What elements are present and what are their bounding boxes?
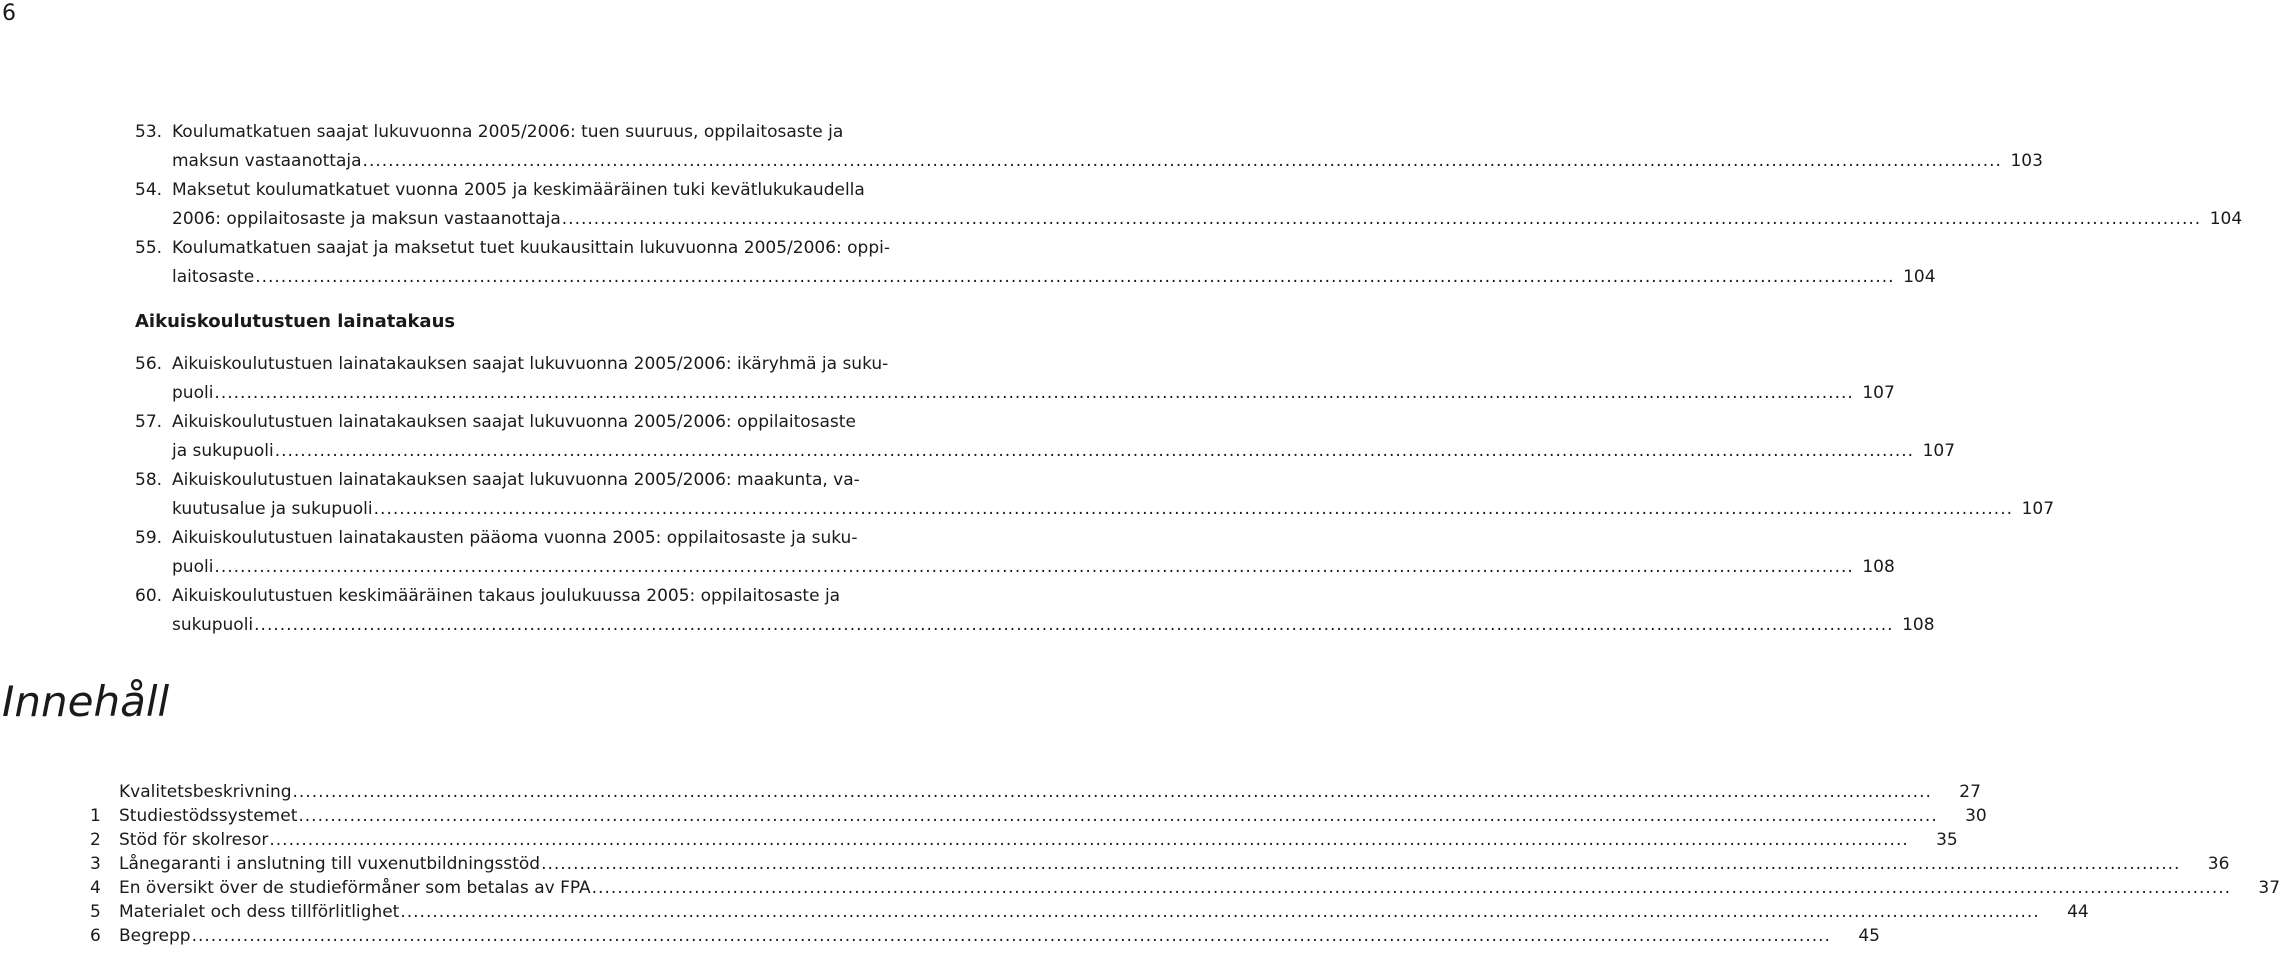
entry-number: 55. bbox=[135, 238, 163, 258]
entry-text: Aikuiskoulutustuen lainatakausten pääoma vuonna 2005: oppilaitosaste ja suku- bbox=[172, 528, 858, 548]
toc-entry bbox=[135, 466, 2055, 524]
entry-text: kuutusalue ja sukupuoli bbox=[172, 499, 373, 519]
entry-body bbox=[119, 804, 1987, 828]
entry-page-number: 104 bbox=[1903, 267, 1936, 287]
entry-number: 57. bbox=[135, 412, 163, 432]
toc-entry bbox=[90, 828, 1958, 852]
entry-text: Lånegaranti i anslutning till vuxenutbildningsstöd bbox=[119, 854, 541, 874]
dot-leader bbox=[592, 876, 2231, 900]
dot-leader bbox=[400, 900, 2039, 924]
entry-body bbox=[172, 408, 1955, 466]
table-list-group-a bbox=[135, 118, 2243, 292]
entry-text: Koulumatkatuen saajat ja maksetut tuet kuukausittain lukuvuonna 2005/2006: oppi- bbox=[172, 238, 890, 258]
entry-number: 58. bbox=[135, 470, 163, 490]
entry-number bbox=[90, 780, 119, 804]
entry-line bbox=[119, 780, 1981, 804]
entry-page-number: 44 bbox=[2067, 902, 2089, 922]
entry-text: 2006: oppilaitosaste ja maksun vastaanottaja bbox=[172, 209, 561, 229]
entry-number: 60. bbox=[135, 586, 163, 606]
entry-body bbox=[172, 466, 2054, 524]
entry-body bbox=[119, 780, 1981, 804]
entry-page-number: 107 bbox=[1862, 383, 1895, 403]
entry-page-number: 27 bbox=[1959, 782, 1981, 802]
entry-body bbox=[172, 350, 1895, 408]
entry-page-number: 36 bbox=[2207, 854, 2230, 874]
toc-entry bbox=[90, 876, 2280, 900]
entry-page-number: 103 bbox=[2010, 151, 2043, 171]
toc-entry bbox=[90, 780, 1981, 804]
entry-line bbox=[172, 495, 2054, 524]
entry-number: 2 bbox=[90, 830, 101, 850]
entry-body bbox=[172, 234, 1936, 292]
entry-line bbox=[119, 900, 2089, 924]
entry-body bbox=[119, 876, 2280, 900]
toc-entry bbox=[135, 176, 2243, 234]
entry-line bbox=[172, 205, 2242, 234]
entry-text: Studiestödssystemet bbox=[119, 806, 298, 826]
toc-entry bbox=[135, 118, 2043, 176]
entry-text: laitosaste bbox=[172, 267, 255, 287]
entry-line bbox=[172, 611, 1935, 640]
entry-text: En översikt över de studieförmåner som betalas av FPA bbox=[119, 878, 591, 898]
dot-leader bbox=[298, 804, 1937, 828]
entry-line bbox=[172, 379, 1895, 408]
dot-leader bbox=[374, 495, 2013, 524]
section-heading: Aikuiskoulutustuen lainatakaus bbox=[135, 311, 456, 332]
entry-page-number: 45 bbox=[1858, 926, 1880, 946]
entry-text: puoli bbox=[172, 383, 214, 403]
entry-line bbox=[119, 828, 1958, 852]
innehall-title: Innehåll bbox=[2, 677, 170, 726]
entry-body bbox=[119, 900, 2089, 924]
entry-line bbox=[172, 350, 1895, 379]
entry-text: Aikuiskoulutustuen lainatakauksen saajat lukuvuonna 2005/2006: maakunta, va- bbox=[172, 470, 860, 490]
entry-line bbox=[172, 524, 1895, 553]
entry-number: 6 bbox=[90, 926, 101, 946]
entry-text: Aikuiskoulutustuen keskimääräinen takaus joulukuussa 2005: oppilaitosaste ja bbox=[172, 586, 841, 606]
entry-page-number: 107 bbox=[2021, 499, 2055, 519]
entry-body bbox=[172, 582, 1935, 640]
entry-body bbox=[172, 524, 1895, 582]
entry-line bbox=[119, 876, 2280, 900]
entry-text: puoli bbox=[172, 557, 214, 577]
toc-entry bbox=[90, 852, 2230, 876]
dot-leader bbox=[275, 437, 1914, 466]
entry-line bbox=[119, 924, 1880, 948]
entry-line bbox=[119, 804, 1987, 828]
toc-entry bbox=[135, 234, 1936, 292]
entry-text: Stöd för skolresor bbox=[119, 830, 269, 850]
finnish-table-list bbox=[135, 118, 2243, 640]
toc-entry bbox=[135, 524, 1895, 582]
entry-text: Aikuiskoulutustuen lainatakauksen saajat lukuvuonna 2005/2006: ikäryhmä ja suku- bbox=[172, 354, 889, 374]
entry-text: ja sukupuoli bbox=[172, 441, 274, 461]
entry-line bbox=[172, 176, 2242, 205]
toc-entry bbox=[135, 350, 1895, 408]
toc-entry bbox=[90, 924, 1880, 948]
toc-entry bbox=[90, 804, 1987, 828]
dot-leader bbox=[255, 263, 1894, 292]
entry-text: Begrepp bbox=[119, 926, 191, 946]
entry-body bbox=[172, 176, 2242, 234]
entry-number: 3 bbox=[90, 854, 101, 874]
entry-line bbox=[172, 263, 1936, 292]
entry-body bbox=[119, 828, 1958, 852]
entry-body bbox=[172, 118, 2043, 176]
table-list-group-b bbox=[135, 350, 2055, 640]
entry-text: Aikuiskoulutustuen lainatakauksen saajat lukuvuonna 2005/2006: oppilaitosaste bbox=[172, 412, 856, 432]
entry-number: 5 bbox=[90, 902, 101, 922]
entry-line bbox=[172, 147, 2043, 176]
dot-leader bbox=[269, 828, 1908, 852]
innehall-toc bbox=[90, 780, 2280, 948]
entry-number: 56. bbox=[135, 354, 163, 374]
toc-entry bbox=[135, 582, 1935, 640]
entry-line bbox=[172, 582, 1935, 611]
dot-leader bbox=[562, 205, 2201, 234]
entry-text: sukupuoli bbox=[172, 615, 254, 635]
dot-leader bbox=[293, 780, 1932, 804]
entry-number: 4 bbox=[90, 878, 101, 898]
entry-number: 54. bbox=[135, 180, 163, 200]
dot-leader bbox=[214, 379, 1853, 408]
entry-line bbox=[172, 234, 1936, 263]
entry-text: Materialet och dess tillförlitlighet bbox=[119, 902, 400, 922]
entry-line bbox=[119, 852, 2229, 876]
entry-line bbox=[172, 408, 1955, 437]
entry-text: Maksetut koulumatkatuet vuonna 2005 ja keskimääräinen tuki kevätlukukaudella bbox=[172, 180, 865, 200]
entry-page-number: 108 bbox=[1902, 615, 1935, 635]
entry-number: 1 bbox=[90, 806, 101, 826]
entry-body bbox=[119, 852, 2229, 876]
entry-number: 53. bbox=[135, 122, 163, 142]
entry-page-number: 30 bbox=[1965, 806, 1987, 826]
entry-text: maksun vastaanottaja bbox=[172, 151, 362, 171]
entry-page-number: 107 bbox=[1922, 441, 1956, 461]
entry-line bbox=[172, 437, 1955, 466]
dot-leader bbox=[214, 553, 1853, 582]
entry-body bbox=[119, 924, 1880, 948]
dot-leader bbox=[541, 852, 2180, 876]
dot-leader bbox=[254, 611, 1893, 640]
dot-leader bbox=[363, 147, 2002, 176]
entry-line bbox=[172, 118, 2043, 147]
entry-text: Kvalitetsbeskrivning bbox=[119, 782, 292, 802]
entry-line bbox=[172, 553, 1895, 582]
toc-entry bbox=[135, 408, 1956, 466]
entry-number: 59. bbox=[135, 528, 163, 548]
dot-leader bbox=[192, 924, 1831, 948]
entry-line bbox=[172, 466, 2054, 495]
page-number: 6 bbox=[2, 1, 16, 26]
entry-text: Koulumatkatuen saajat lukuvuonna 2005/2006: tuen suuruus, oppilaitosaste ja bbox=[172, 122, 844, 142]
toc-entry bbox=[90, 900, 2089, 924]
entry-page-number: 104 bbox=[2209, 209, 2243, 229]
entry-page-number: 37 bbox=[2258, 878, 2280, 898]
entry-page-number: 108 bbox=[1862, 557, 1895, 577]
entry-page-number: 35 bbox=[1936, 830, 1958, 850]
